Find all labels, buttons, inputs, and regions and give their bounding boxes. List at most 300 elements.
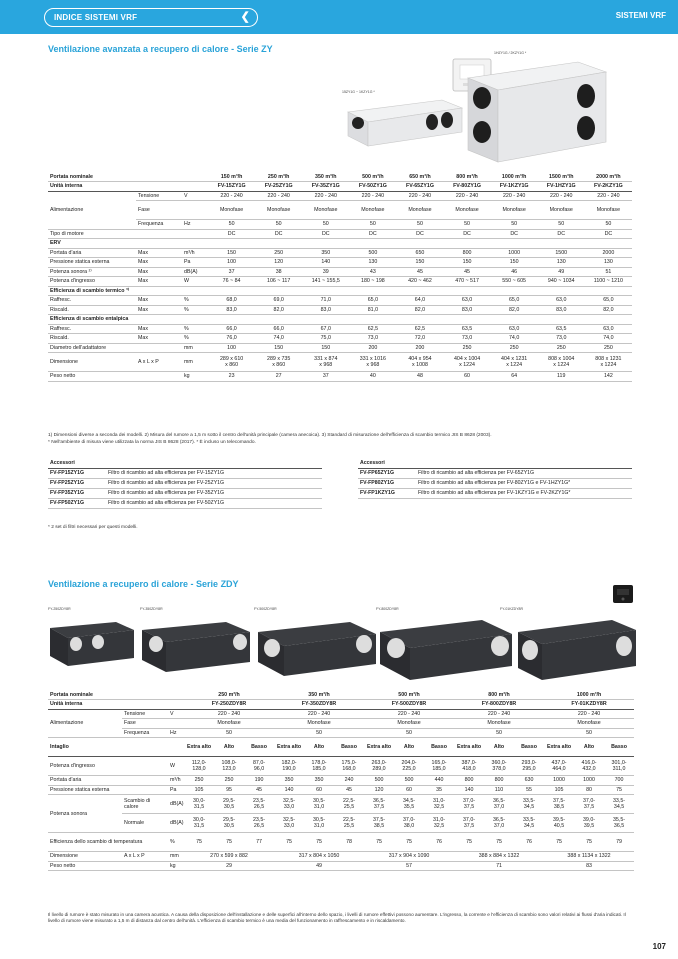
accessory-code: FV-FP80ZY1G [358, 478, 416, 488]
cell: 100 [208, 343, 255, 353]
zdy-unit-1000 [518, 620, 636, 680]
cell-line: 108,0- [221, 759, 237, 766]
label: Peso netto [48, 861, 168, 871]
zy-section-title: Ventilazione avanzata a recupero di calore - Serie ZY [48, 44, 273, 54]
cell-line: 37,5 [463, 823, 475, 829]
speed-header: Basso [514, 738, 544, 757]
cell: 50 [396, 220, 443, 230]
cell: 64,0 [396, 296, 443, 306]
cell: 120 [255, 258, 302, 268]
unit-model: FV-1KZY1G [491, 182, 538, 192]
cell: 1000 [491, 248, 538, 258]
cell-line: 32,5 [433, 804, 445, 810]
dim-line: 404 x 1004 [453, 356, 481, 362]
label: Dimensione [48, 852, 122, 862]
group-label: Efficienza di scambio termico ³⁾ [48, 286, 632, 296]
cell [424, 814, 454, 833]
label: Unità interna [48, 182, 208, 192]
cell: 50 [302, 220, 349, 230]
index-button[interactable] [44, 8, 258, 27]
cell: 150 [444, 258, 491, 268]
cell-line: 37,0- [582, 797, 596, 804]
cell: 250 [214, 776, 244, 786]
table-row [48, 286, 632, 296]
cell-line: 31,5 [193, 804, 205, 810]
cell: 69,0 [255, 296, 302, 306]
zdy-unit-500 [258, 622, 376, 676]
cell: DC [349, 229, 396, 239]
cell [514, 757, 544, 776]
cell: 75 [214, 833, 244, 852]
cell: 77 [244, 833, 274, 852]
table-row [48, 478, 322, 488]
cell: 800 [484, 776, 514, 786]
cell: 63,0 [538, 296, 585, 306]
zy-image-label-large: 1HZY1G / 2KZY1G * [494, 51, 527, 55]
cell: DC [255, 229, 302, 239]
cell: 63,5 [538, 324, 585, 334]
cell: 95 [214, 785, 244, 795]
cell: m³/h [182, 248, 208, 258]
label: Peso netto [48, 372, 182, 382]
cell-line: 295,0 [522, 766, 536, 772]
cell [514, 814, 544, 833]
table-row [48, 776, 634, 786]
table-row [48, 343, 632, 353]
dim-line: 331 x 874 [314, 356, 338, 362]
cell: 220 - 240 [538, 191, 585, 201]
cell: 220 - 240 [444, 191, 491, 201]
cell [274, 757, 304, 776]
zy-image-label-small: 15ZY1G ~ 1KZY1G * [342, 90, 375, 94]
cell: 23 [208, 372, 255, 382]
cell: Monofase [454, 719, 544, 729]
cell-line: 26,5 [253, 823, 265, 829]
index-button-label: INDICE SISTEMI VRF [54, 13, 138, 22]
unit: V [168, 709, 184, 719]
cell-line: 37,5 [583, 804, 595, 810]
cell: Max [136, 334, 182, 344]
cell-line: 34,5 [523, 804, 535, 810]
cell [364, 757, 394, 776]
zdy-controller-image [612, 584, 634, 604]
cell-line: 34,5 [613, 804, 625, 810]
table-row [358, 458, 632, 468]
cell: 317 x 804 x 1050 [274, 852, 364, 862]
zy-small-unit-image [344, 98, 466, 150]
cell [484, 757, 514, 776]
cell: 78 [334, 833, 364, 852]
label: Unità interna [48, 700, 184, 710]
cell: 200 [349, 343, 396, 353]
cell-line: 293,0- [521, 759, 537, 766]
cell [364, 814, 394, 833]
cell: 63,0 [444, 296, 491, 306]
cell: 250 [585, 343, 632, 353]
cell: 141 ~ 155,5 [302, 277, 349, 287]
cell [491, 353, 538, 372]
label: Frequenza [136, 220, 182, 230]
cell: 74,0 [585, 334, 632, 344]
cell: 50 [184, 728, 274, 738]
cell: 800 [454, 776, 484, 786]
col-header: 800 m³/h [454, 690, 544, 700]
cell-line: 39,5- [552, 816, 566, 823]
cell: 29 [184, 861, 274, 871]
cell-line: 37,5 [373, 804, 385, 810]
speed-header: Alto [304, 738, 334, 757]
cell: 130 [349, 258, 396, 268]
acc-right-rows [358, 468, 632, 498]
cell: 50 [349, 220, 396, 230]
cell-line: 23,5- [252, 797, 266, 804]
table-row [48, 201, 632, 220]
acc-header: Accessori [48, 458, 322, 468]
accessory-code: FV-FP50ZY1G [48, 498, 106, 508]
speed-header: Alto [214, 738, 244, 757]
cell: 50 [208, 220, 255, 230]
cell-line: 437,0- [551, 759, 567, 766]
cell: 250 [255, 248, 302, 258]
cell-line: 38,0 [403, 823, 415, 829]
cell: 317 x 904 x 1090 [364, 852, 454, 862]
cell [396, 353, 443, 372]
cell: 75 [364, 833, 394, 852]
col-header: 150 m³/h [208, 172, 255, 182]
cell [424, 757, 454, 776]
cell: DC [208, 229, 255, 239]
cell [184, 757, 214, 776]
cell: 250 [491, 343, 538, 353]
cell-line: 168,0 [342, 766, 356, 772]
cell [454, 814, 484, 833]
speed-header: Basso [424, 738, 454, 757]
cell-line: 30,0- [192, 797, 206, 804]
cell-line: 263,0- [371, 759, 387, 766]
cell-line: 204,0- [401, 759, 417, 766]
cell: 140 [274, 785, 304, 795]
zdy-image-label: FY-800ZDY8R [376, 607, 399, 611]
unit: dB(A) [168, 814, 184, 833]
cell [574, 795, 604, 814]
cell: 120 [364, 785, 394, 795]
cell [444, 353, 491, 372]
cell: 83,0 [444, 305, 491, 315]
cell-line: 37,0 [493, 804, 505, 810]
cell: 240 [334, 776, 364, 786]
cell-line: 31,5 [193, 823, 205, 829]
cell: Monofase [302, 201, 349, 220]
cell: 500 [349, 248, 396, 258]
cell-line: 38,5 [373, 823, 385, 829]
cell [255, 353, 302, 372]
dim-line: x 968 [366, 362, 380, 368]
label: Potenza d'ingresso [48, 757, 168, 776]
cell: 50 [544, 728, 634, 738]
page-number: 107 [652, 942, 666, 951]
cell: DC [491, 229, 538, 239]
cell-line: 185,0 [312, 766, 326, 772]
table-row [358, 488, 632, 498]
zy-accessories-left [48, 458, 322, 509]
cell [394, 795, 424, 814]
cell: 119 [538, 372, 585, 382]
zdy-unit-250 [50, 622, 134, 666]
cell: 51 [585, 267, 632, 277]
accessory-code: FV-FP25ZY1G [48, 478, 106, 488]
cell: 75 [184, 833, 214, 852]
cell: 83,0 [538, 305, 585, 315]
zdy-image-label: FY-350ZDY8R [140, 607, 163, 611]
label: Efficienza dello scambio di temperatura [48, 833, 168, 852]
cell: 50 [538, 220, 585, 230]
speed-header: Alto [394, 738, 424, 757]
cell: 350 [302, 248, 349, 258]
cell [604, 757, 634, 776]
cell: 68,0 [208, 296, 255, 306]
dim-line: 289 x 735 [267, 356, 291, 362]
cell: Portata d'aria [48, 248, 136, 258]
zy-large-unit-image [458, 58, 608, 166]
cell [574, 814, 604, 833]
cell: 76,0 [208, 334, 255, 344]
cell [334, 757, 364, 776]
cell: 388 x 884 x 1322 [454, 852, 544, 862]
cell: % [182, 334, 208, 344]
cell [604, 795, 634, 814]
zy-erv-rows [48, 248, 632, 286]
unit-model: FV-50ZY1G [349, 182, 396, 192]
cell: Potenza sonora ²⁾ [48, 267, 136, 277]
cell-line: 112,0- [191, 759, 207, 766]
zdy-units-image [46, 614, 638, 684]
cell: 74,0 [255, 334, 302, 344]
cell: 150 [255, 343, 302, 353]
cell: 50 [255, 220, 302, 230]
cell: 83,0 [302, 305, 349, 315]
cell: 650 [396, 248, 443, 258]
cell: 220 - 240 [491, 191, 538, 201]
label: Tensione [122, 709, 168, 719]
col-header: 800 m³/h [444, 172, 491, 182]
table-row [48, 182, 632, 192]
cell-line: 38,5 [553, 804, 565, 810]
table-row [48, 353, 632, 372]
cell [136, 343, 182, 353]
cell-line: 33,0 [283, 823, 295, 829]
cell: 62,5 [396, 324, 443, 334]
cell: 440 [424, 776, 454, 786]
cell [274, 795, 304, 814]
dim-line: x 1224 [600, 362, 617, 368]
cell-line: 23,5- [252, 816, 266, 823]
col-header: 500 m³/h [364, 690, 454, 700]
cell-line: 37,5 [463, 804, 475, 810]
cell: 75 [604, 785, 634, 795]
cell-line: 289,0 [372, 766, 386, 772]
cell-line: 36,5- [372, 797, 386, 804]
label: Scambio di calore [122, 795, 168, 814]
cell: 105 [184, 785, 214, 795]
speed-header: Basso [244, 738, 274, 757]
accessory-description: Filtro di ricambio ad alta efficienza per FV-25ZY1G [106, 478, 322, 488]
cell-line: 178,0- [311, 759, 327, 766]
cell: 50 [364, 728, 454, 738]
cell-line: 34,5- [402, 797, 416, 804]
col-header: 500 m³/h [349, 172, 396, 182]
cell: 63,5 [444, 324, 491, 334]
cell: 75 [274, 833, 304, 852]
cell: DC [585, 229, 632, 239]
cell: 81,0 [349, 305, 396, 315]
dim-line: x 860 [272, 362, 286, 368]
cell: 27 [255, 372, 302, 382]
label: Fase [122, 719, 168, 729]
cell [394, 757, 424, 776]
cell [544, 795, 574, 814]
cell-line: 37,0- [462, 816, 476, 823]
cell: Raffresc. [48, 296, 136, 306]
cell: Potenza d'ingresso [48, 277, 136, 287]
cell [454, 795, 484, 814]
cell: 46 [491, 267, 538, 277]
zdy-note: Il livello di rumore è stato misurato in una camera acustica. A causa della disposizione dell'installazione e delle superfici all'interno dello spazio, i livelli di rumore effettivi possono aumentare. L'ingresso, la corrente e l'efficienza di scambio sono valori relativi ai flussi d'aria indicati. Il livello di rumore viene misurato a 1,5 m di distanza dal centro dell'unità. L'efficienza di scambio termico è una media del funzionamento in raffrescamento e in riscaldamento. [48, 912, 626, 923]
cell [484, 814, 514, 833]
col-header: 2000 m³/h [585, 172, 632, 182]
cell: % [182, 305, 208, 315]
label: Frequenza [122, 728, 168, 738]
cell: 220 - 240 [274, 709, 364, 719]
cell: Pressione statica esterna [48, 258, 136, 268]
cell-line: 29,5- [222, 816, 236, 823]
cell: 49 [274, 861, 364, 871]
cell: Monofase [444, 201, 491, 220]
cell: 73,0 [538, 334, 585, 344]
cell [184, 814, 214, 833]
cell-line: 31,0 [313, 804, 325, 810]
table-row [48, 852, 634, 862]
cell: Raffresc. [48, 324, 136, 334]
cell-line: 25,5 [343, 804, 355, 810]
cell: 83 [544, 861, 634, 871]
cell: 1000 [544, 776, 574, 786]
cell-line: 432,0 [582, 766, 596, 772]
cell: 150 [396, 258, 443, 268]
cell: 35 [424, 785, 454, 795]
label: Tipo di motore [48, 229, 208, 239]
cell: 140 [454, 785, 484, 795]
speed-header: Basso [604, 738, 634, 757]
cell [304, 814, 334, 833]
cell: 250 [538, 343, 585, 353]
table-row [48, 468, 322, 478]
cell: W [182, 277, 208, 287]
cell: DC [396, 229, 443, 239]
cell-line: 36,5- [492, 797, 506, 804]
cell: 75 [544, 833, 574, 852]
table-row [48, 795, 634, 814]
cell: Monofase [349, 201, 396, 220]
speed-header: Extra alto [184, 738, 214, 757]
table-row [48, 498, 322, 508]
table-row [48, 757, 634, 776]
dim-line: x 860 [225, 362, 239, 368]
cell-line: 87,0- [252, 759, 266, 766]
unit: kg [168, 861, 184, 871]
dim-line: 808 x 1231 [595, 356, 622, 362]
cell: 1100 ~ 1210 [585, 277, 632, 287]
cell-line: 37,0- [462, 797, 476, 804]
table-row [48, 324, 632, 334]
group-label: ERV [48, 239, 632, 249]
cell: 220 - 240 [544, 709, 634, 719]
col-header: 250 m³/h [184, 690, 274, 700]
cell: Monofase [544, 719, 634, 729]
unit: dB(A) [168, 795, 184, 814]
cell-line: 22,5- [342, 816, 356, 823]
cell: 45 [396, 267, 443, 277]
cell: 65,0 [585, 296, 632, 306]
section-label: SISTEMI VRF [615, 11, 666, 20]
cell: 220 - 240 [585, 191, 632, 201]
table-row [358, 468, 632, 478]
table-row [48, 315, 632, 325]
cell-line: 33,5- [522, 816, 536, 823]
table-row [48, 488, 322, 498]
unit-model: FY-800ZDY8R [454, 700, 544, 710]
cell: 800 [444, 248, 491, 258]
cell-line: 185,0 [432, 766, 446, 772]
speed-header: Extra alto [454, 738, 484, 757]
unit-model: FY-01KZDY8R [544, 700, 634, 710]
cell-line: 32,5- [282, 797, 296, 804]
cell: 105 [544, 785, 574, 795]
cell: 37 [208, 267, 255, 277]
cell: 57 [364, 861, 454, 871]
accessory-description: Filtro di ricambio ad alta efficienza per FV-50ZY1G [106, 498, 322, 508]
cell: DC [302, 229, 349, 239]
cell [214, 814, 244, 833]
label: Portata nominale [48, 690, 184, 700]
cell: Monofase [538, 201, 585, 220]
cell [349, 353, 396, 372]
cell: 73,0 [349, 334, 396, 344]
cell-line: 33,0 [283, 804, 295, 810]
cell: 45 [334, 785, 364, 795]
table-row [48, 372, 632, 382]
cell-line: 36,5- [492, 816, 506, 823]
cell-line: 31,0- [432, 816, 446, 823]
cell: 80 [574, 785, 604, 795]
table-row [48, 258, 632, 268]
cell: Monofase [255, 201, 302, 220]
accessory-code: FV-FP35ZY1G [48, 488, 106, 498]
table-row [48, 709, 634, 719]
cell: Max [136, 258, 182, 268]
cell [394, 814, 424, 833]
unit: Hz [182, 220, 208, 230]
cell: 75 [574, 833, 604, 852]
cell [424, 795, 454, 814]
cell: 2000 [585, 248, 632, 258]
cell: 50 [274, 728, 364, 738]
table-row [48, 277, 632, 287]
cell: DC [538, 229, 585, 239]
cell: 140 [302, 258, 349, 268]
cell-line: 22,5- [342, 797, 356, 804]
dim-line: x 968 [319, 362, 333, 368]
cell: 630 [514, 776, 544, 786]
